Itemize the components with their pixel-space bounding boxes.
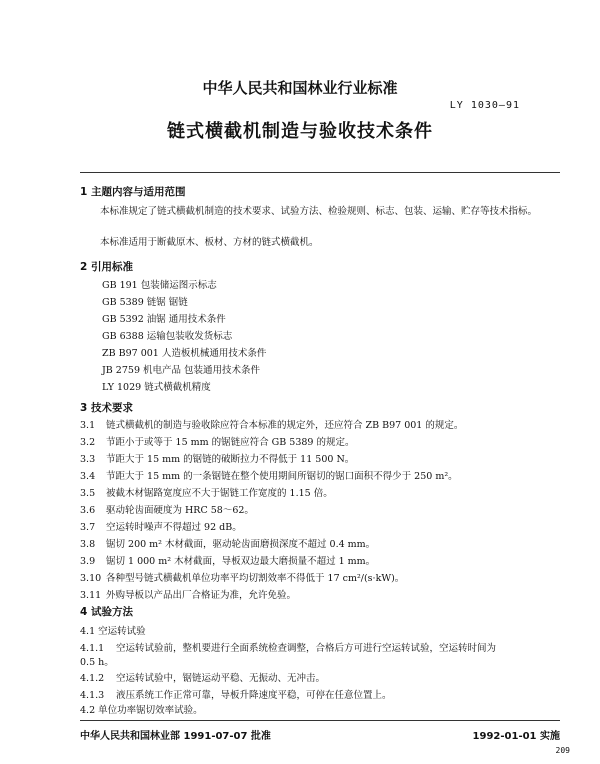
clause-row (80, 468, 560, 485)
clause-number: 3.2 (80, 437, 96, 448)
clause-row (80, 417, 560, 434)
page-number: 209 (555, 746, 570, 755)
clause-row (80, 485, 560, 502)
clause-number: 3.9 (80, 556, 96, 567)
clause-number: 3.4 (80, 471, 96, 482)
clause-text: 锯切 200 m² 木材截面，驱动轮齿面磨损深度不超过 0.4 mm。 (106, 539, 376, 550)
clause-4-1-3-text: 液压系统工作正常可靠，导板升降速度平稳，可停在任意位置上。 (116, 690, 392, 701)
clause-text: 各种型号链式横截机单位功率平均切割效率不得低于 17 cm²/(s·kW)。 (106, 573, 405, 584)
reference-item: GB 5389 链锯 锯链 (102, 297, 188, 308)
clause-number: 3.10 (80, 573, 102, 584)
clause-text: 锯切 1 000 m² 木材截面，导板双边最大磨损量不超过 1 mm。 (106, 556, 376, 567)
clause-text: 被截木材锯路宽度应不大于锯链工作宽度的 1.15 倍。 (106, 488, 333, 499)
clause-number: 3.1 (80, 420, 96, 431)
clause-number: 3.7 (80, 522, 96, 533)
reference-item: ZB B97 001 人造板机械通用技术条件 (102, 348, 267, 359)
clause-row (80, 536, 560, 553)
section-1-heading: 1 主题内容与适用范围 (80, 186, 186, 198)
clause-4-2: 4.2 单位功率锯切效率试验。 (80, 705, 203, 716)
section-3-heading: 3 技术要求 (80, 402, 133, 414)
clause-number: 3.5 (80, 488, 96, 499)
clause-text: 节距大于 15 mm 的一条锯链在整个使用期间所锯切的锯口面积不得少于 250 m²。 (106, 471, 458, 482)
clause-number: 3.6 (80, 505, 96, 516)
clause-row (80, 434, 560, 451)
reference-item: LY 1029 链式横截机精度 (102, 382, 211, 393)
clause-row (80, 553, 560, 570)
section-2-heading: 2 引用标准 (80, 261, 133, 273)
clause-4-1-1-number: 4.1.1 (80, 643, 105, 654)
clause-row (80, 502, 560, 519)
clause-4-1-2-number: 4.1.2 (80, 673, 105, 684)
approval-line: 中华人民共和国林业部 1991-07-07 批准 (80, 731, 271, 742)
standard-code: LY 1030—91 (449, 100, 520, 111)
top-divider (80, 172, 560, 173)
reference-item: GB 191 包装储运图示标志 (102, 280, 217, 291)
bottom-divider (80, 720, 560, 721)
clause-number: 3.8 (80, 539, 96, 550)
reference-list (102, 277, 266, 396)
reference-item: GB 6388 运输包装收发货标志 (102, 331, 233, 342)
clause-row (80, 570, 560, 587)
reference-item: GB 5392 油锯 通用技术条件 (102, 314, 226, 325)
section-1-para-1: 本标准规定了链式横截机制造的技术要求、试验方法、检验规则、标志、包装、运输、贮存等技术指标。 (100, 206, 538, 217)
clause-number: 3.3 (80, 454, 96, 465)
clause-row (80, 519, 560, 536)
clause-4-1-3-number: 4.1.3 (80, 690, 105, 701)
clause-4-1-1-text-cont: 0.5 h。 (80, 657, 114, 668)
clause-text: 链式横截机的制造与验收除应符合本标准的规定外，还应符合 ZB B97 001 的规定。 (106, 420, 464, 431)
clause-number: 3.11 (80, 590, 102, 601)
clause-text: 外购导板以产品出厂合格证为准，允许免验。 (106, 590, 297, 601)
reference-item: JB 2759 机电产品 包装通用技术条件 (102, 365, 261, 376)
clause-text: 节距大于 15 mm 的锯链的破断拉力不得低于 11 500 N。 (106, 454, 355, 465)
clause-4-1-1-text: 空运转试验前，整机要进行全面系统检查调整，合格后方可进行空运转试验，空运转时间为 (116, 643, 497, 654)
document-title: 链式横截机制造与验收技术条件 (167, 121, 433, 142)
clause-text: 节距小于或等于 15 mm 的锯链应符合 GB 5389 的规定。 (106, 437, 355, 448)
clause-text: 驱动轮齿面硬度为 HRC 58～62。 (106, 505, 254, 516)
clause-text: 空运转时噪声不得超过 92 dB。 (106, 522, 242, 533)
clause-row (80, 451, 560, 468)
section-1-para-2: 本标准适用于断截原木、板材、方材的链式横截机。 (100, 237, 319, 248)
clause-4-1-heading: 4.1 空运转试验 (80, 626, 146, 637)
implementation-date: 1992-01-01 实施 (472, 731, 560, 742)
technical-requirements-list (80, 417, 560, 604)
clause-row (80, 587, 560, 604)
clause-4-1-2-text: 空运转试验中，锯链运动平稳、无振动、无冲击。 (116, 673, 326, 684)
section-4-heading: 4 试验方法 (80, 606, 133, 618)
org-title: 中华人民共和国林业行业标准 (202, 79, 398, 97)
